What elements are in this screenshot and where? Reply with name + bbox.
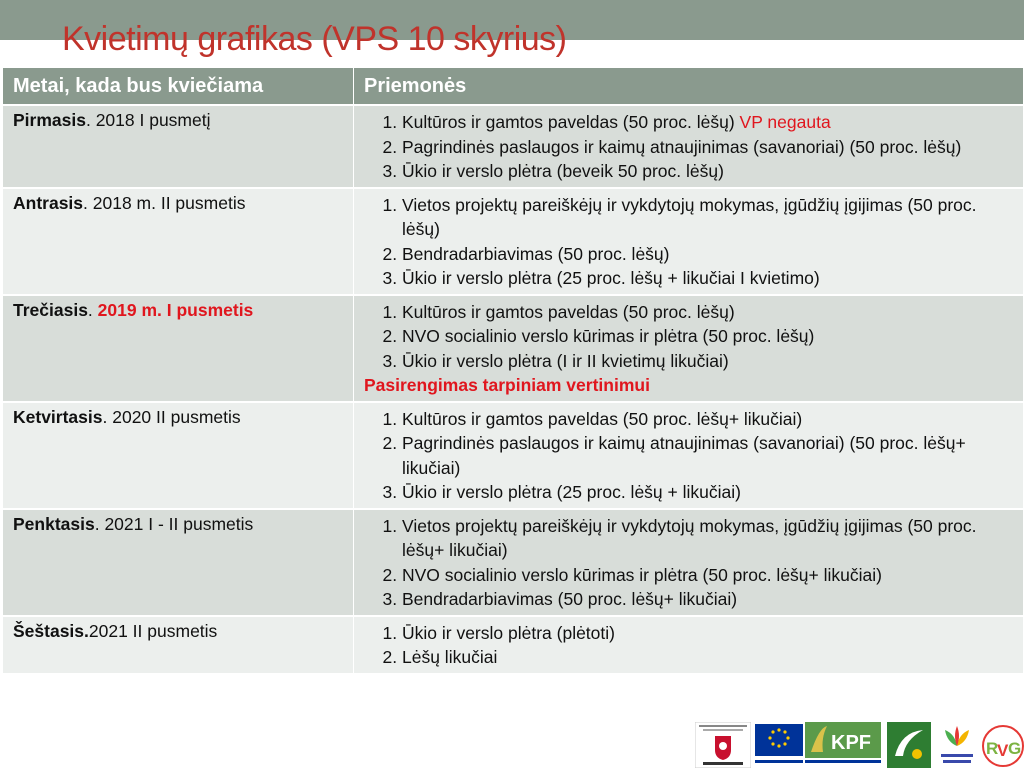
page-title: Kvietimų grafikas (VPS 10 skyrius) [62,20,567,58]
leader-logo [887,722,931,768]
row-period-name: Penktasis [13,513,95,534]
row-measures [354,402,1024,509]
row-period-text: . [87,299,98,320]
list-item: 2. Pagrindinės paslaugos ir kaimų atnaujinimas (savanoriai) (50 proc. lėšų) [402,135,1015,160]
evaluation-note: Pasirengimas tarpiniam vertinimui [364,375,650,395]
row-period [3,402,354,509]
table-row [3,402,1024,509]
row-period-text: 2021 II pusmetis [88,620,218,641]
row-period-text: . 2018 m. II pusmetis [83,192,246,213]
table-row [3,616,1024,673]
header-year: Metai, kada bus kviečiama [3,68,354,105]
eu-flag-logo [755,722,803,768]
row-period [3,616,354,673]
table-header-row [3,68,1024,105]
row-period-highlight: 2019 m. I pusmetis [97,299,254,320]
table-row [3,509,1024,616]
svg-text:KPF: KPF [831,732,871,754]
list-item: 2. Pagrindinės paslaugos ir kaimų atnaujinimas (savanoriai) (50 proc. lėšų+ likučiai) [402,431,1015,480]
kpf-logo [805,722,881,768]
table-row [3,188,1024,295]
row-period-text: . 2018 I pusmetį [85,110,211,130]
row-measures [354,188,1024,295]
row-measures [354,295,1024,402]
svg-text:V: V [997,741,1009,760]
row-period-name: Pirmasis [13,110,86,130]
row-period-name: Šeštasis. [13,620,89,641]
list-item: 3. Ūkio ir verslo plėtra (I ir II kvietimų likučiai) [402,349,1015,374]
list-item: 1. Vietos projektų pareiškėjų ir vykdytojų mokymas, įgūdžių įgijimas (50 proc. lėšų+ likučiai) [402,514,1015,563]
schedule-table [3,68,1024,673]
row-period-name: Antrasis [13,192,84,213]
table-row [3,295,1024,402]
table-row [3,105,1024,188]
list-item: 1. Vietos projektų pareiškėjų ir vykdytojų mokymas, įgūdžių įgijimas (50 proc. lėšų) [402,193,1015,242]
list-item: 1. Ūkio ir verslo plėtra (plėtoti) [402,621,1015,646]
measures-list [364,621,1015,670]
lietuvos-leader-logo [937,722,977,768]
status-note: VP negauta [739,112,831,132]
list-item: 3. Ūkio ir verslo plėtra (beveik 50 proc. lėšų) [402,159,1015,184]
list-item: 1. Kultūros ir gamtos paveldas (50 proc. lėšų) VP negauta [402,110,1015,135]
measures-list [364,110,1015,184]
list-item: 3. Ūkio ir verslo plėtra (25 proc. lėšų + likučiai) [402,480,1015,505]
svg-text:G: G [1008,739,1022,758]
row-period [3,295,354,402]
row-period-name: Trečiasis [13,299,88,320]
header-measures: Priemonės [354,68,1024,105]
lt-coat-of-arms-logo [695,722,751,768]
row-period-text: . 2021 I - II pusmetis [94,513,254,534]
list-item: 3. Ūkio ir verslo plėtra (25 proc. lėšų + likučiai I kvietimo) [402,266,1015,291]
row-period-text: . 2020 II pusmetis [102,406,241,427]
row-period-name: Ketvirtasis [13,406,103,427]
row-period [3,105,354,188]
list-item: 2. NVO socialinio verslo kūrimas ir plėtra (50 proc. lėšų) [402,324,1015,349]
measures-list [364,300,1015,374]
row-period [3,509,354,616]
list-item: 3. Bendradarbiavimas (50 proc. lėšų+ likučiai) [402,587,1015,612]
svg-text:R: R [986,739,999,758]
sponsor-logos [695,722,1024,768]
list-item: 1. Kultūros ir gamtos paveldas (50 proc. lėšų) [402,300,1015,325]
row-measures [354,105,1024,188]
rvg-logo [981,722,1024,768]
row-measures [354,616,1024,673]
row-period [3,188,354,295]
measures-list [364,193,1015,291]
list-item: 2. NVO socialinio verslo kūrimas ir plėtra (50 proc. lėšų+ likučiai) [402,563,1015,588]
list-item: 2. Bendradarbiavimas (50 proc. lėšų) [402,242,1015,267]
measures-list [364,407,1015,505]
measures-list [364,514,1015,612]
list-item: 2. Lėšų likučiai [402,645,1015,670]
list-item: 1. Kultūros ir gamtos paveldas (50 proc. lėšų+ likučiai) [402,407,1015,432]
row-measures [354,509,1024,616]
